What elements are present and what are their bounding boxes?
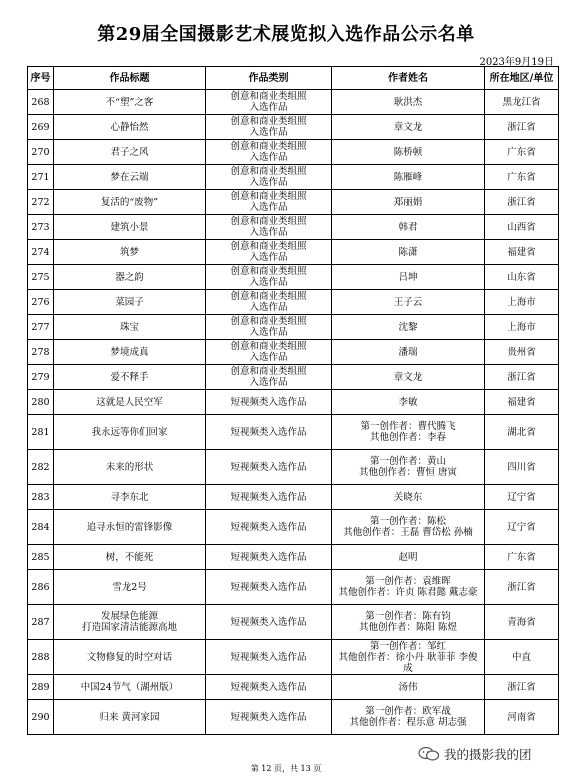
cell-title: 中国24节气（湖州版） (54, 675, 206, 700)
cell-title: 归来 黄河家园 (54, 700, 206, 735)
cell-region: 上海市 (485, 315, 559, 340)
cell-no: 277 (28, 315, 54, 340)
cell-title: 心静怡然 (54, 115, 206, 140)
cell-category: 短视频类入选作品 (206, 390, 332, 415)
cell-region: 浙江省 (485, 675, 559, 700)
cell-region: 辽宁省 (485, 485, 559, 510)
cell-title: 未来的形状 (54, 450, 206, 485)
cell-category: 创意和商业类组照 入选作品 (206, 315, 332, 340)
table-row (28, 290, 559, 315)
cell-title: 建筑小景 (54, 215, 206, 240)
cell-author: 吕坤 (332, 265, 485, 290)
cell-category: 创意和商业类组照 入选作品 (206, 265, 332, 290)
cell-category: 创意和商业类组照 入选作品 (206, 90, 332, 115)
cell-category: 创意和商业类组照 入选作品 (206, 240, 332, 265)
cell-title: 珠宝 (54, 315, 206, 340)
cell-author: 第一创作者：欧军战 其他创作者：程乐意 胡志强 (332, 700, 485, 735)
cell-region: 浙江省 (485, 115, 559, 140)
cell-category: 创意和商业类组照 入选作品 (206, 365, 332, 390)
cell-no: 283 (28, 485, 54, 510)
cell-author: 第一创作者：黄山 其他创作者：曹恒 唐寅 (332, 450, 485, 485)
cell-no: 289 (28, 675, 54, 700)
cell-region: 广东省 (485, 165, 559, 190)
cell-region: 辽宁省 (485, 510, 559, 545)
cell-title: 筑梦 (54, 240, 206, 265)
cell-no: 279 (28, 365, 54, 390)
cell-category: 短视频类入选作品 (206, 450, 332, 485)
cell-author: 汤伟 (332, 675, 485, 700)
cell-title: 复活的“废物” (54, 190, 206, 215)
cell-title: 梦在云端 (54, 165, 206, 190)
cell-region: 黑龙江省 (485, 90, 559, 115)
cell-author: 章文龙 (332, 365, 485, 390)
cell-title: 文物修复的时空对话 (54, 640, 206, 675)
cell-no: 274 (28, 240, 54, 265)
cell-title: 寻李东北 (54, 485, 206, 510)
watermark (418, 745, 532, 763)
cell-no: 273 (28, 215, 54, 240)
table-row (28, 605, 559, 640)
cell-no: 269 (28, 115, 54, 140)
cell-title: 树，不能死 (54, 545, 206, 570)
cell-region: 青海省 (485, 605, 559, 640)
table-row (28, 165, 559, 190)
cell-category: 短视频类入选作品 (206, 605, 332, 640)
table-row (28, 640, 559, 675)
table-row (28, 140, 559, 165)
cell-region: 中直 (485, 640, 559, 675)
cell-region: 山西省 (485, 215, 559, 240)
table-row (28, 485, 559, 510)
table-row (28, 700, 559, 735)
cell-category: 创意和商业类组照 入选作品 (206, 165, 332, 190)
cell-title: 梦境成真 (54, 340, 206, 365)
cell-title: 我永远等你们回家 (54, 415, 206, 450)
cell-title: 爱不释手 (54, 365, 206, 390)
cell-category: 创意和商业类组照 入选作品 (206, 140, 332, 165)
cell-author: 第一创作者：陈松 其他创作者：王磊 曹岱松 孙楠 (332, 510, 485, 545)
cell-category: 创意和商业类组照 入选作品 (206, 190, 332, 215)
cell-no: 276 (28, 290, 54, 315)
table-row (28, 570, 559, 605)
cell-category: 创意和商业类组照 入选作品 (206, 215, 332, 240)
table-row (28, 340, 559, 365)
cell-category: 短视频类入选作品 (206, 700, 332, 735)
cell-region: 贵州省 (485, 340, 559, 365)
table-row (28, 240, 559, 265)
cell-author: 陈潇 (332, 240, 485, 265)
cell-author: 第一创作者：陈有钧 其他创作者：陈阳 陈煜 (332, 605, 485, 640)
nominee-table (27, 66, 559, 735)
cell-category: 短视频类入选作品 (206, 640, 332, 675)
cell-author: 陈雁峰 (332, 165, 485, 190)
page-title: 第29届全国摄影艺术展览拟入选作品公示名单 (97, 24, 475, 45)
header-no: 序号 (28, 67, 54, 90)
cell-author: 关晓东 (332, 485, 485, 510)
cell-author: 第一创作者：袁维晖 其他创作者：许贞 陈君懿 戴志豪 (332, 570, 485, 605)
cell-author: 陈桥顿 (332, 140, 485, 165)
cell-author: 第一创作者：曹代腾飞 其他创作者：李春 (332, 415, 485, 450)
watermark-text: 我的摄影我的团 (444, 747, 532, 762)
cell-author: 沈黎 (332, 315, 485, 340)
cell-author: 章文龙 (332, 115, 485, 140)
wechat-icon (418, 747, 440, 761)
cell-title: 追寻永恒的雷锋影像 (54, 510, 206, 545)
header-author: 作者姓名 (332, 67, 485, 90)
cell-region: 浙江省 (485, 365, 559, 390)
cell-category: 创意和商业类组照 入选作品 (206, 115, 332, 140)
table-row (28, 215, 559, 240)
table-row (28, 190, 559, 215)
cell-no: 284 (28, 510, 54, 545)
cell-no: 280 (28, 390, 54, 415)
cell-region: 广东省 (485, 140, 559, 165)
publish-date: 2023年9月19日 (479, 57, 554, 68)
cell-region: 湖北省 (485, 415, 559, 450)
cell-title: 不“塑”之客 (54, 90, 206, 115)
cell-title: 这就是人民空军 (54, 390, 206, 415)
cell-no: 271 (28, 165, 54, 190)
cell-author: 李敏 (332, 390, 485, 415)
cell-region: 福建省 (485, 240, 559, 265)
cell-no: 288 (28, 640, 54, 675)
table-row (28, 510, 559, 545)
cell-author: 韩君 (332, 215, 485, 240)
cell-no: 268 (28, 90, 54, 115)
cell-author: 郑丽娟 (332, 190, 485, 215)
table-row (28, 265, 559, 290)
cell-title: 器之韵 (54, 265, 206, 290)
cell-category: 短视频类入选作品 (206, 415, 332, 450)
table-row (28, 315, 559, 340)
cell-category: 短视频类入选作品 (206, 570, 332, 605)
cell-region: 上海市 (485, 290, 559, 315)
cell-category: 短视频类入选作品 (206, 675, 332, 700)
cell-title: 君子之风 (54, 140, 206, 165)
cell-category: 创意和商业类组照 入选作品 (206, 340, 332, 365)
cell-no: 281 (28, 415, 54, 450)
page-footer: 第 12 页，共 13 页 (250, 764, 322, 773)
header-title: 作品标题 (54, 67, 206, 90)
cell-region: 河南省 (485, 700, 559, 735)
cell-author: 赵明 (332, 545, 485, 570)
cell-no: 272 (28, 190, 54, 215)
cell-no: 290 (28, 700, 54, 735)
cell-title: 发展绿色能源 打造国家清洁能源高地 (54, 605, 206, 640)
cell-region: 四川省 (485, 450, 559, 485)
table-row (28, 545, 559, 570)
table-row (28, 450, 559, 485)
table-row (28, 390, 559, 415)
cell-title: 菜园子 (54, 290, 206, 315)
cell-author: 潘瑞 (332, 340, 485, 365)
cell-category: 短视频类入选作品 (206, 485, 332, 510)
cell-no: 275 (28, 265, 54, 290)
table-row (28, 365, 559, 390)
cell-author: 第一创作者：邹红 其他创作者：徐小丹 耿菲菲 李俊成 (332, 640, 485, 675)
cell-region: 福建省 (485, 390, 559, 415)
table-row (28, 675, 559, 700)
cell-no: 278 (28, 340, 54, 365)
cell-title: 雪龙2号 (54, 570, 206, 605)
cell-region: 广东省 (485, 545, 559, 570)
table-header-row (28, 67, 559, 90)
header-category: 作品类别 (206, 67, 332, 90)
cell-no: 286 (28, 570, 54, 605)
cell-no: 270 (28, 140, 54, 165)
cell-region: 浙江省 (485, 570, 559, 605)
table-row (28, 90, 559, 115)
table-row (28, 415, 559, 450)
cell-region: 浙江省 (485, 190, 559, 215)
cell-no: 282 (28, 450, 54, 485)
cell-category: 创意和商业类组照 入选作品 (206, 290, 332, 315)
cell-category: 短视频类入选作品 (206, 545, 332, 570)
cell-no: 285 (28, 545, 54, 570)
cell-region: 山东省 (485, 265, 559, 290)
cell-no: 287 (28, 605, 54, 640)
header-region: 所在地区/单位 (485, 67, 559, 90)
cell-author: 耿洪杰 (332, 90, 485, 115)
cell-author: 王子云 (332, 290, 485, 315)
table-row (28, 115, 559, 140)
cell-category: 短视频类入选作品 (206, 510, 332, 545)
